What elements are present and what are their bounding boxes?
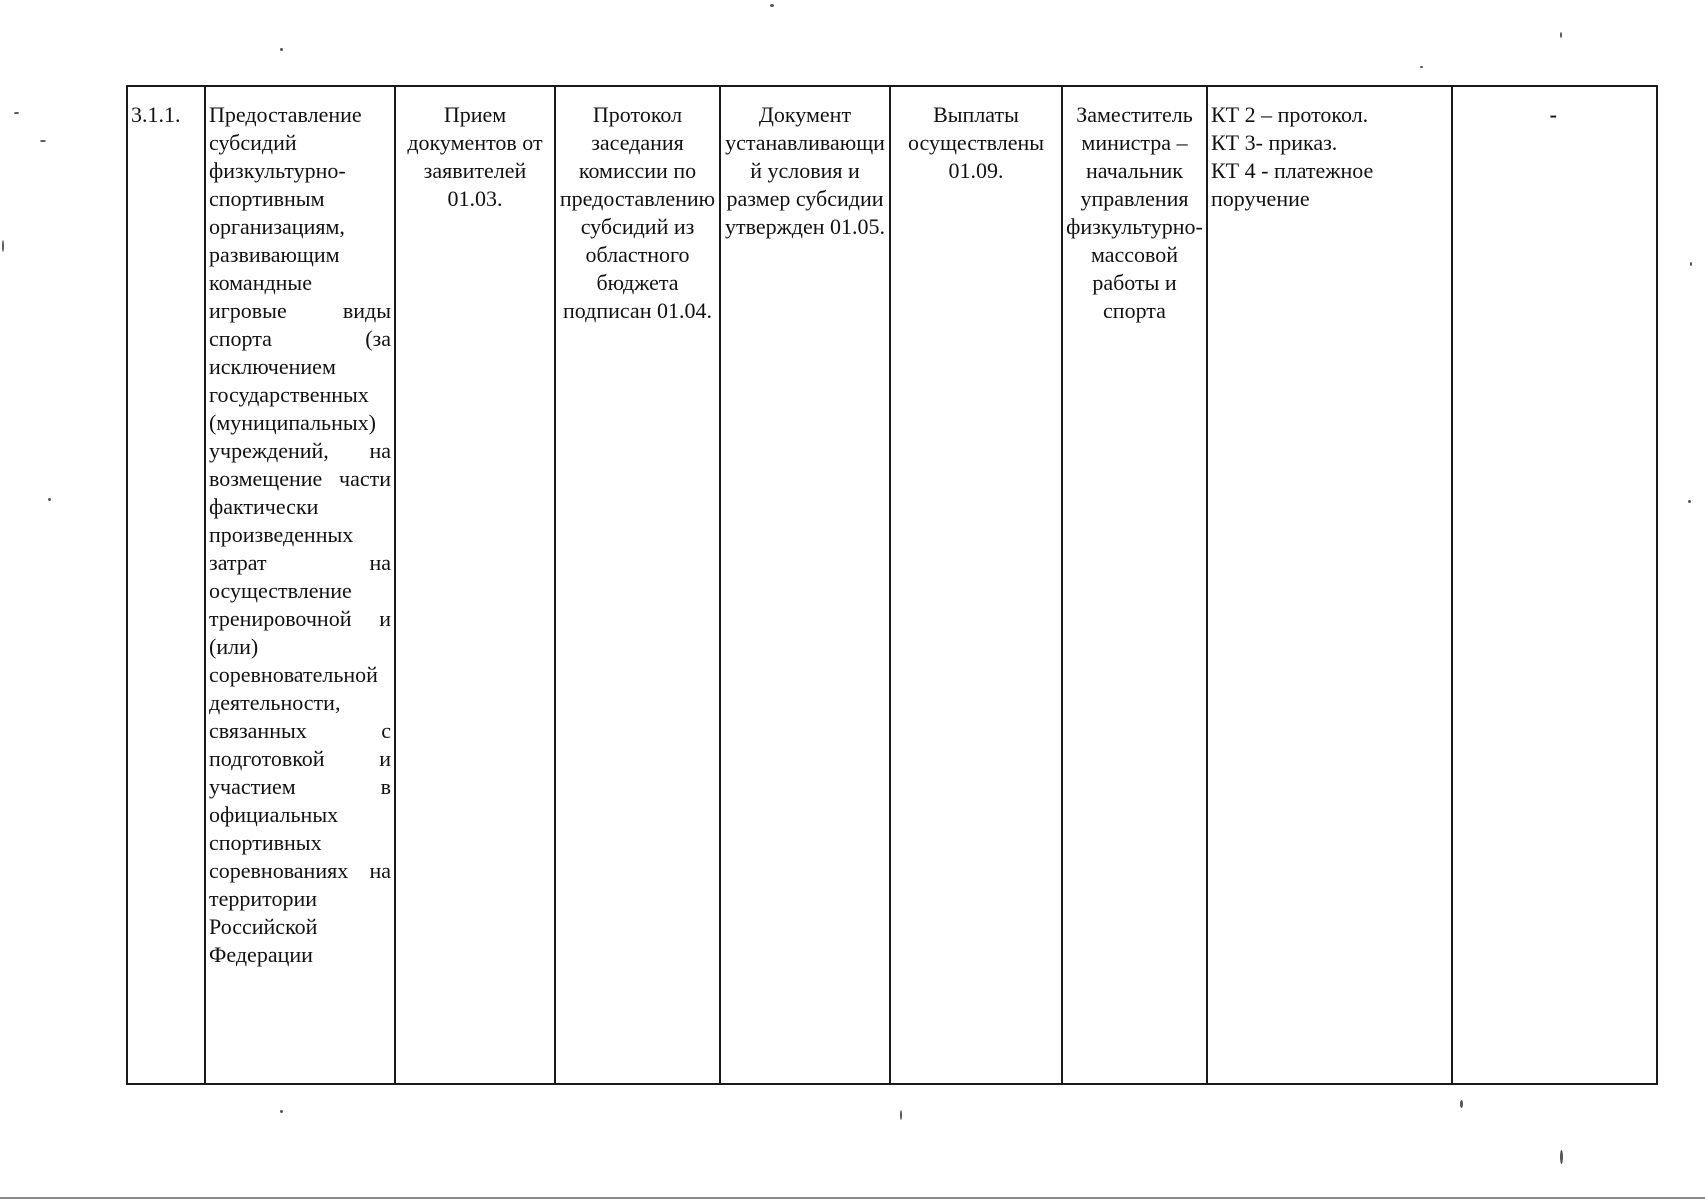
scan-speck	[14, 112, 19, 114]
control-points-table	[126, 85, 1658, 1085]
scan-bottom-edge	[0, 1197, 1705, 1199]
cell-item-number: 3.1.1.	[127, 86, 205, 1084]
cell-last	[1452, 86, 1657, 1084]
scan-speck	[770, 4, 774, 7]
cell-control-point-4: Выплаты осуществлены 01.09.	[890, 86, 1062, 1084]
scan-speck	[280, 1110, 283, 1113]
scan-speck	[900, 1110, 902, 1120]
cell-control-point-3: Документ устанавливающий условия и размер субсидии утвержден 01.05.	[720, 86, 890, 1084]
scan-speck	[1560, 32, 1562, 38]
scan-speck	[40, 140, 46, 142]
scan-speck	[1460, 1100, 1463, 1108]
document-kt4: КТ 4 - платежное поручение	[1211, 158, 1374, 211]
dash-mark: -	[1549, 102, 1557, 127]
cell-documents	[1207, 86, 1452, 1084]
cell-activity-name: Предоставление субсидий физкультурно-спортивным организациям, развивающим командные игровые виды спорта (за исключением государственных (муниципальных) учреждений, на возмещение части фактически произведенных затрат на осуществление тренировочной и (или) соревновательной деятельности, связанных с подготовкой и участием в официальных спортивных соревнованиях на территории Российской Федерации	[205, 86, 395, 1084]
scan-speck	[2, 240, 4, 252]
document-kt2: КТ 2 – протокол.	[1211, 102, 1369, 127]
scan-speck	[48, 498, 51, 501]
cell-responsible: Заместитель министра – начальник управления физкультурно-массовой работы и спорта	[1062, 86, 1207, 1084]
cell-control-point-2: Протокол заседания комиссии по предоставлению субсидий из областного бюджета подписан 01.04.	[555, 86, 720, 1084]
document-kt3: КТ 3- приказ.	[1211, 130, 1338, 155]
scan-speck	[1688, 500, 1691, 503]
table-row	[127, 86, 1657, 1084]
cell-control-point-1: Прием документов от заявителей 01.03.	[395, 86, 555, 1084]
scan-speck	[1420, 66, 1423, 68]
table-container	[126, 85, 1656, 1085]
scan-speck	[1690, 262, 1692, 266]
scan-speck	[1560, 1150, 1563, 1164]
scan-speck	[280, 48, 283, 51]
